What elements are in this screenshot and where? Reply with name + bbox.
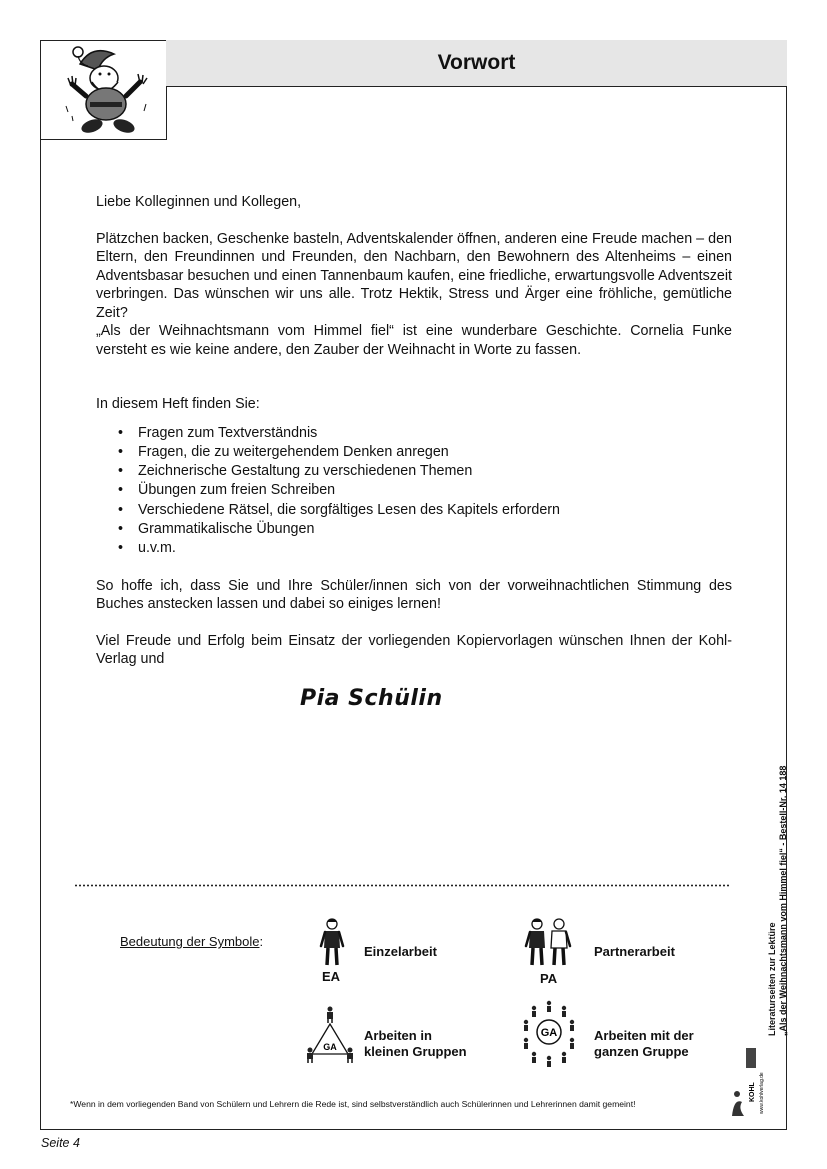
order-info-sidebar — [767, 766, 789, 1036]
list-item: • Fragen zum Textverständnis — [118, 424, 732, 443]
content-list — [96, 424, 732, 559]
partner-icon — [526, 918, 570, 968]
legend-label-text: Bedeutung der Symbole — [120, 934, 260, 949]
page-title: Vorwort — [437, 51, 516, 74]
whole-group-text — [594, 1028, 694, 1060]
kohl-verlag-logo — [728, 1046, 768, 1118]
publisher-name: KOHL — [749, 1082, 756, 1102]
list-item: • Grammatikalische Übungen — [118, 520, 732, 539]
whole-group-icon — [522, 1000, 576, 1068]
pa-abbr: PA — [540, 971, 558, 986]
paragraph-hope: So hoffe ich, dass Sie und Ihre Schüler/innen sich von der vorweihnachtlichen Stimmung des Buches anstecken lassen und dabei so einiges lernen! — [96, 577, 732, 613]
whole-group-line1: Arbeiten mit der — [594, 1028, 694, 1043]
paragraph-closing: Viel Freude und Erfolg beim Einsatz der vorliegenden Kopiervorlagen wünschen Ihnen der Kohl-Verlag und — [96, 632, 732, 668]
dotted-separator — [74, 884, 730, 887]
small-group-abbr: GA — [323, 1042, 337, 1052]
symbol-legend-label — [120, 934, 263, 949]
ea-text: Einzelarbeit — [364, 944, 437, 959]
pa-text: Partnerarbeit — [594, 944, 675, 959]
falling-santa-icon — [62, 44, 152, 136]
greeting: Liebe Kolleginnen und Kollegen, — [96, 194, 302, 210]
sidebar-line1: Literaturseiten zur Lektüre — [767, 922, 777, 1036]
small-group-line1: Arbeiten in — [364, 1028, 432, 1043]
list-item: • Übungen zum freien Schreiben — [118, 481, 732, 500]
single-person-icon — [320, 918, 344, 968]
list-intro: In diesem Heft finden Sie: — [96, 396, 260, 412]
legend-label-colon: : — [259, 934, 264, 949]
small-group-line2: kleinen Gruppen — [364, 1044, 467, 1059]
paragraph-intro: Plätzchen backen, Geschenke basteln, Adventskalender öffnen, anderen eine Freude machen – den Eltern, den Freundinnen und Freunden, den Nachbarn, den Bewohnern des Altenheims – einen Adventsbasar besuchen und einen Tannenbaum kaufen, eine friedliche, erwartungsvolle Adventszeit verbringen. Das wünschen wir uns alle. Trotz Hektik, Stress und Ärger eine fröhliche, gemütliche Zeit? — [96, 230, 732, 321]
list-item: • Zeichnerische Gestaltung zu verschiedenen Themen — [118, 462, 732, 481]
paragraph-book: „Als der Weihnachtsmann vom Himmel fiel“ ist eine wunderbare Geschichte. Cornelia Funke versteht es wie keine andere, den Zauber der Weihnacht in Worte zu fassen. — [96, 323, 732, 358]
small-group-icon — [306, 1006, 354, 1064]
sidebar-line2: „Als der Weihnachtsmann vom Himmel fiel“ - Bestell-Nr. 14 188 — [778, 765, 788, 1036]
list-item: • Fragen, die zu weitergehendem Denken anregen — [118, 443, 732, 462]
santa-illustration-box — [40, 40, 167, 140]
small-group-text — [364, 1028, 467, 1060]
page-number: Seite 4 — [41, 1136, 80, 1150]
whole-group-abbr: GA — [540, 1027, 558, 1039]
list-item: • Verschiedene Rätsel, die sorgfältiges Lesen des Kapitels erfordern — [118, 501, 732, 520]
footnote: *Wenn in dem vorliegenden Band von Schülern und Lehrern die Rede ist, sind selbstverständlich auch Schülerinnen und Lehrerinnen damit gemeint! — [70, 1099, 636, 1109]
publisher-website: www.kohlverlag.de — [759, 1072, 765, 1114]
signature: Pia Schülin — [300, 686, 443, 711]
list-item: • u.v.m. — [118, 539, 732, 558]
letter-body — [96, 193, 732, 669]
ea-abbr: EA — [322, 969, 341, 984]
whole-group-line2: ganzen Gruppe — [594, 1044, 689, 1059]
title-bar — [166, 40, 787, 87]
